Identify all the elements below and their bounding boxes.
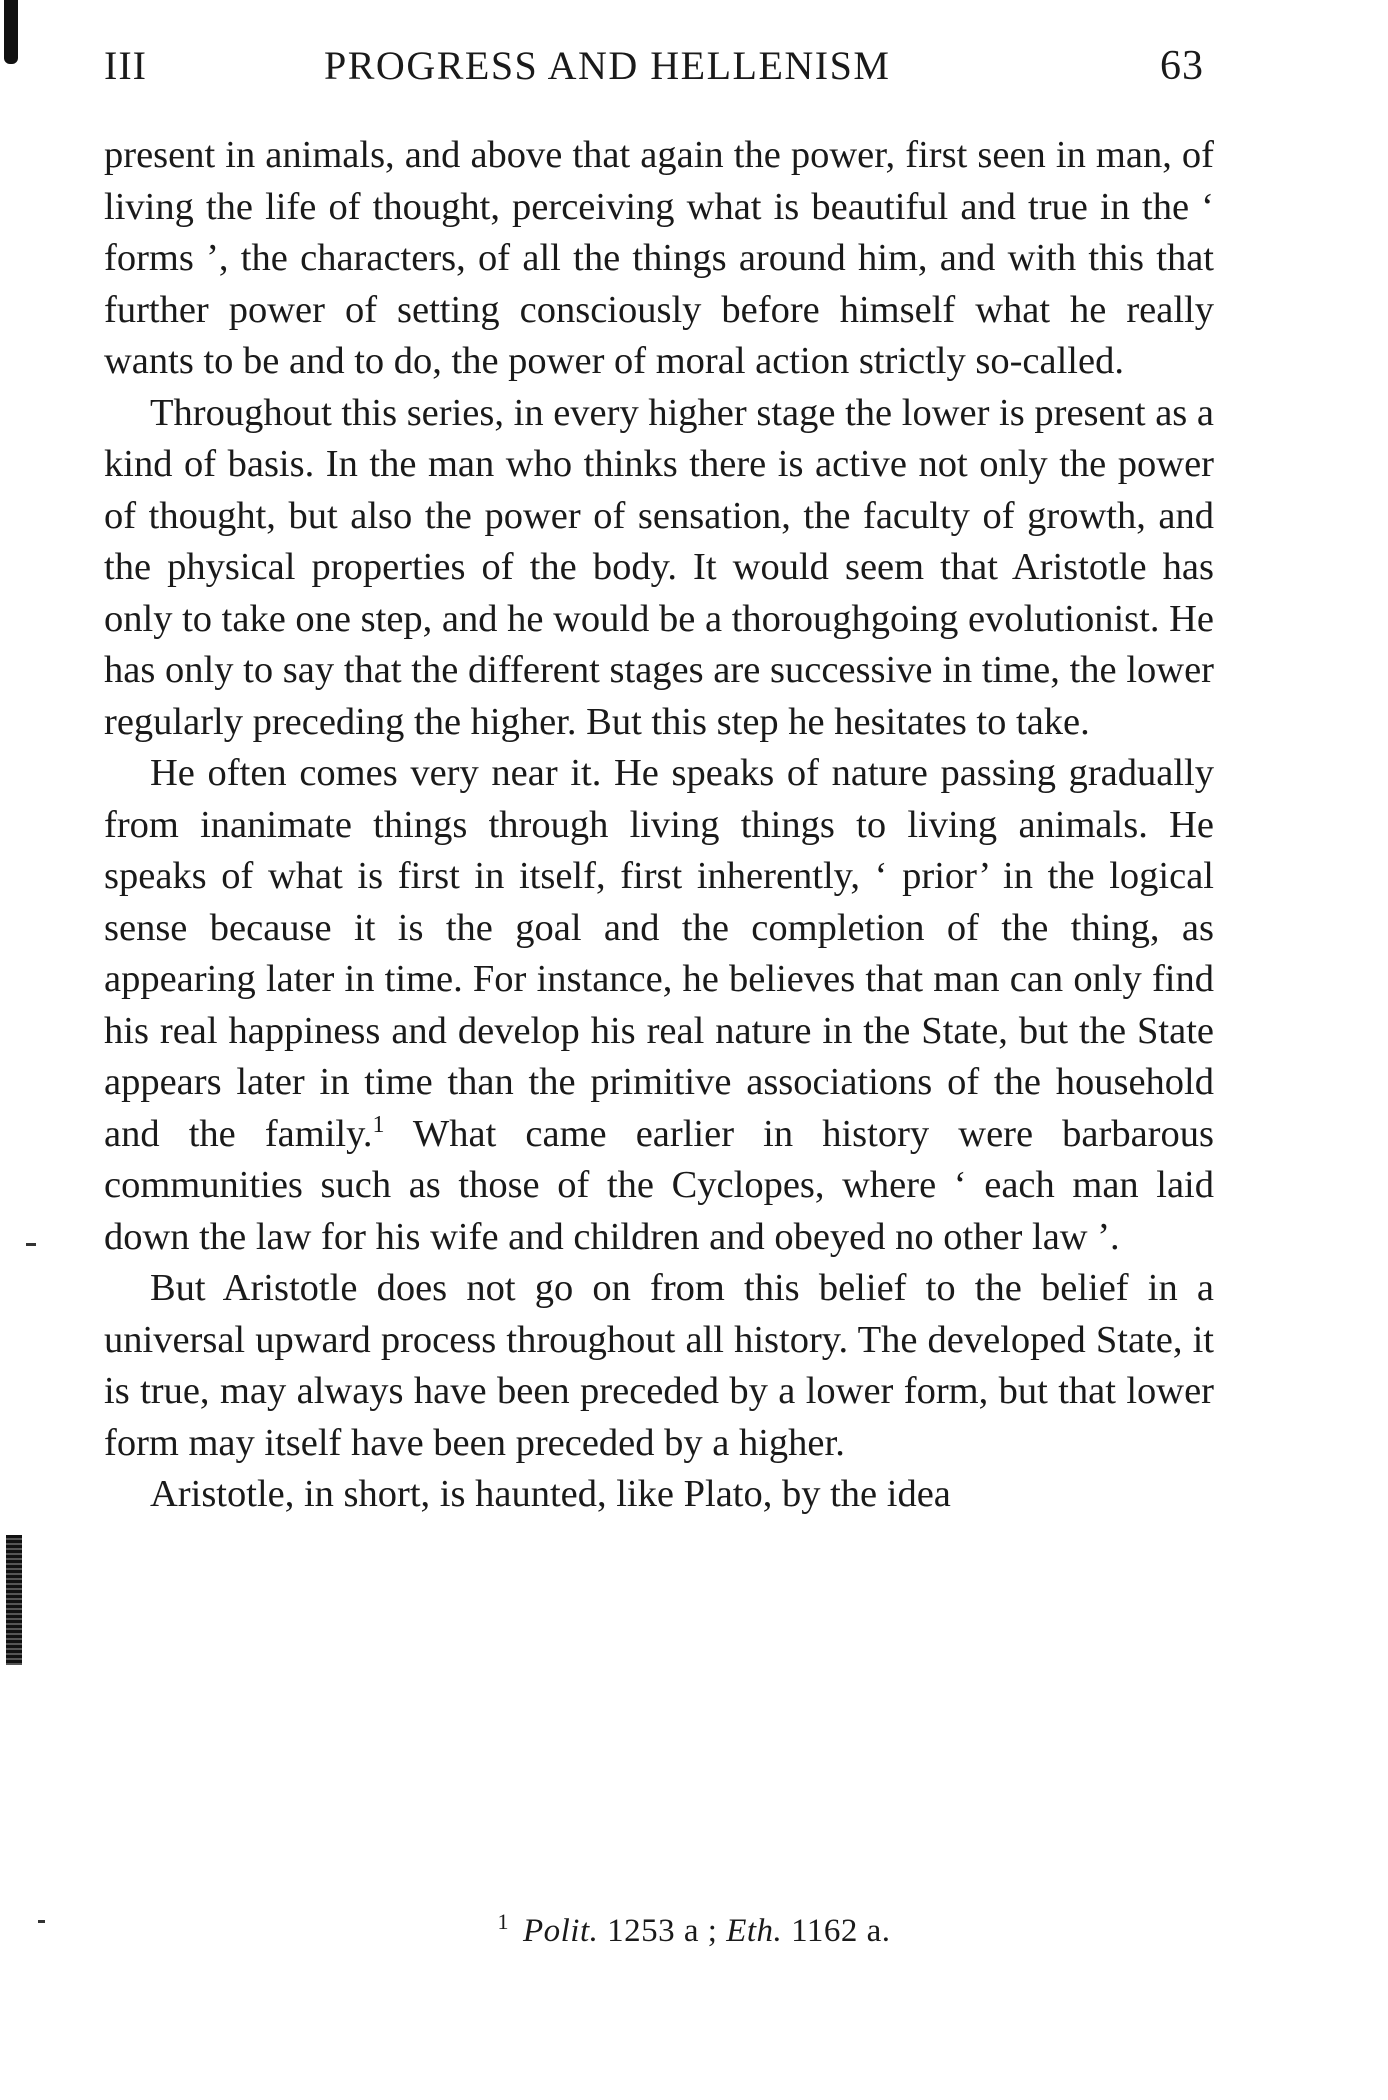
paragraph: present in animals, and above that again the power, first seen in man, of living the life of thought, perceiving what is beautiful and true in the ‘ forms ’, the characters, of all the things around him, and with this that further power of setting consciously before himself what he really wants to be and to do, the power of moral action strictly so-called. [104,134,1214,382]
page-number: 63 [1160,43,1204,89]
footnote-reference: 1 [372,1111,385,1138]
paragraph: But Aristotle does not go on from this belief to the belief in a universal upward process throughout all history. The developed State, it is true, may always have been preceded by a lower form, but that lower form may itself have been preceded by a higher. [104,1267,1214,1464]
footnote-reference-text: 1253 a ; [607,1913,718,1949]
paragraph-text: What came earlier in history were barbarous communities such as those of the Cyclopes, where ‘ each man laid down the law for his wife and children and obeyed no other law ’. [104,1112,1214,1258]
footnote-reference-text: 1162 a. [791,1913,891,1949]
scan-speck [26,1243,36,1246]
footnote-work: Polit. [522,1913,599,1949]
footnote-mark: 1 [497,1909,509,1934]
scan-edge-mark [4,0,18,64]
chapter-number: III [104,43,147,88]
body-text [104,130,1214,1521]
paragraph [104,748,1214,1263]
footnote-work: Eth. [726,1913,783,1949]
paragraph: Throughout this series, in every higher stage the lower is present as a kind of basis. In the man who thinks there is active not only the power of thought, but also the power of sensation, the faculty of growth, and the physical properties of the body. It would seem that Aristotle has only to take one step, and he would be a thoroughgoing evolutionist. He has only to say that the different stages are successive in time, the lower regularly preceding the higher. But this step he hesitates to take. [104,391,1214,743]
running-title: PROGRESS AND HELLENISM [324,43,891,88]
scan-edge-mark [6,1535,22,1665]
page-header [104,42,1204,102]
paragraph-text: He often comes very near it. He speaks of nature passing gradually from inanimate things through living things to living animals. He speaks of what is first in itself, first inherently, ‘ prior’ in the logical sense because it is the goal and the completion of the thing, as appearing later in time. For instance, he believes that man can only find his real happiness and develop his real nature in the State, but the State appears later in time than the primitive associations of the household and the family. [104,752,1214,1155]
footnote [0,1909,1388,1950]
paragraph: Aristotle, in short, is haunted, like Plato, by the idea [150,1473,951,1515]
